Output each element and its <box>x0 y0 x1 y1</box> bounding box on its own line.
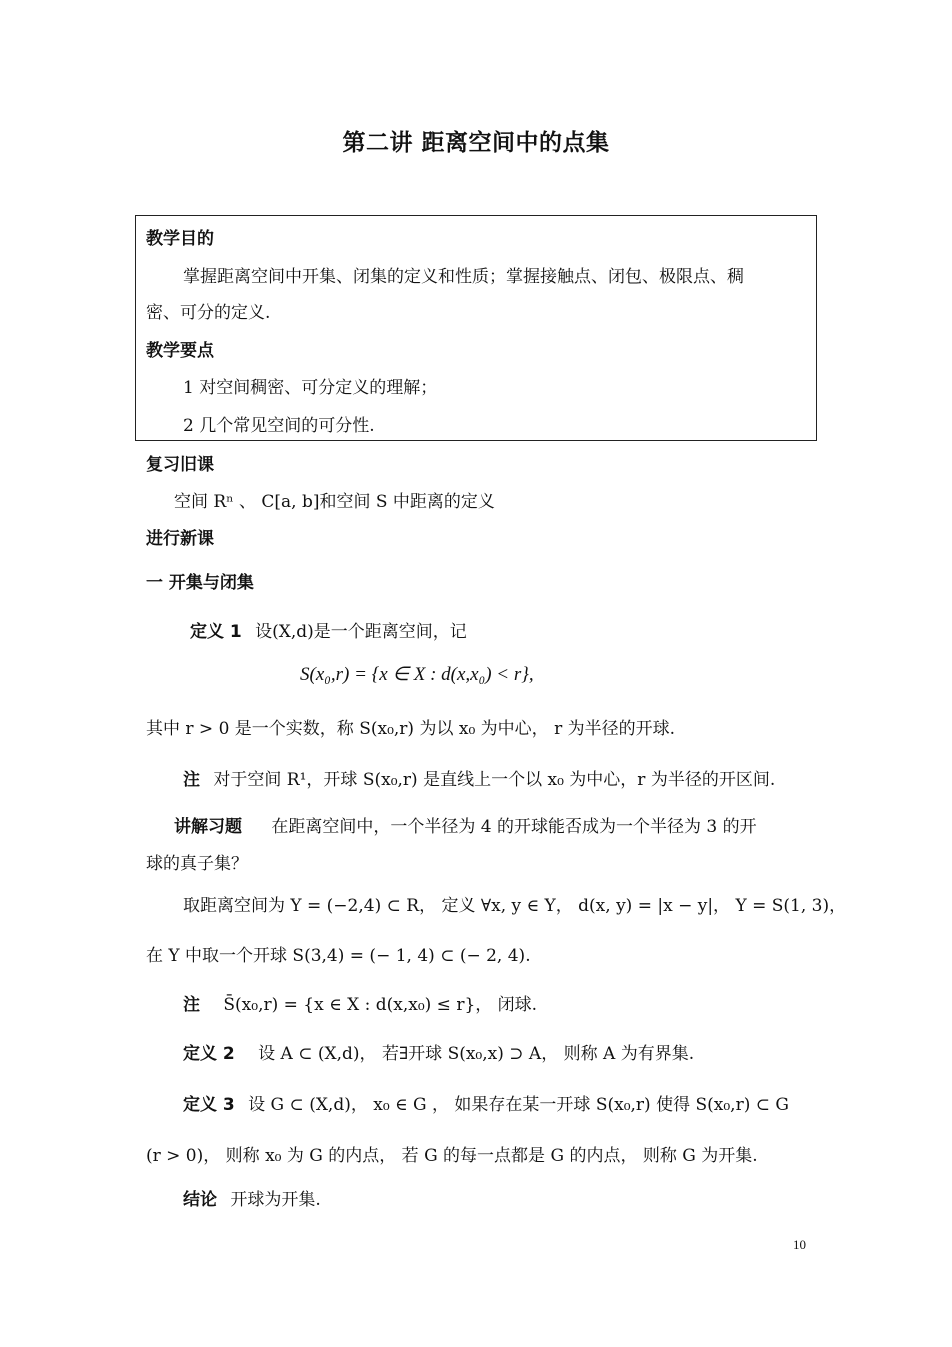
review-text: 空间 Rⁿ 、 C[a, b]和空间 S 中距离的定义 <box>174 492 495 512</box>
definition-2-text: 设 A ⊂ (X,d)， 若∃开球 S(x₀,x) ⊃ A， 则称 A 为有界集. <box>258 1044 695 1064</box>
note-1-text: 对于空间 R¹，开球 S(x₀,r) 是直线上一个以 x₀ 为中心，r 为半径的开区间. <box>213 770 776 790</box>
objectives-heading: 教学目的 <box>146 229 214 249</box>
exercise-line1-text: 在距离空间中，一个半径为 4 的开球能否成为一个半径为 3 的开 <box>271 817 757 837</box>
definition-1-label: 定义 1 <box>190 622 242 642</box>
section1-heading: 一 开集与闭集 <box>146 573 254 593</box>
note-1 <box>183 765 775 790</box>
exercise-line1 <box>174 812 757 837</box>
note-2 <box>183 990 537 1015</box>
definition-1 <box>190 617 467 642</box>
definition-3-line2: (r > 0)， 则称 x₀ 为 G 的内点， 若 G 的每一点都是 G 的内点， 则称 G 为开集. <box>146 1146 758 1166</box>
definition-1-after: 其中 r > 0 是一个实数，称 S(x₀,r) 为以 x₀ 为中心， r 为半径的开球. <box>146 719 675 739</box>
review-heading: 复习旧课 <box>146 455 214 475</box>
exercise-line2: 球的真子集？ <box>146 854 248 874</box>
page-title: 第二讲 距离空间中的点集 <box>342 130 610 156</box>
definition-3-text: 设 G ⊂ (X,d)， x₀ ∈ G ， 如果存在某一开球 S(x₀,r) 使得 S(x₀,r) ⊂ G <box>248 1095 789 1115</box>
definition-2 <box>183 1039 694 1064</box>
exercise-line3: 取距离空间为 Y = (−2,4) ⊂ R， 定义 ∀x, y ∈ Y， d(x, y) = |x − y|， Y = S(1, 3)， <box>183 896 847 916</box>
note-2-text: S̄(x₀,r) = {x ∈ X : d(x,x₀) ≤ r}， 闭球. <box>223 995 538 1015</box>
definition-1-text: 设(X,d)是一个距离空间，记 <box>255 622 467 642</box>
conclusion-text: 开球为开集. <box>230 1190 321 1210</box>
note-1-label: 注 <box>183 770 200 790</box>
note-2-label: 注 <box>183 995 200 1015</box>
definition-2-label: 定义 2 <box>183 1044 235 1064</box>
new-lesson-heading: 进行新课 <box>146 529 214 549</box>
objectives-text-line2: 密、可分的定义. <box>146 303 271 323</box>
exercise-label: 讲解习题 <box>174 817 242 837</box>
key-point-item-2: 2 几个常见空间的可分性. <box>183 416 375 436</box>
exercise-line4: 在 Y 中取一个开球 S(3,4) = (− 1, 4) ⊂ (− 2, 4). <box>146 946 531 966</box>
objectives-box <box>135 215 817 441</box>
page-number: 10 <box>793 1237 806 1252</box>
conclusion-label: 结论 <box>183 1190 217 1210</box>
definition-1-formula: S(x₀,r) = {x ∈ X : d(x,x₀) < r}, <box>300 664 534 685</box>
key-point-item-1: 1 对空间稠密、可分定义的理解； <box>183 378 438 398</box>
definition-3-label: 定义 3 <box>183 1095 235 1115</box>
objectives-text-line1: 掌握距离空间中开集、闭集的定义和性质；掌握接触点、闭包、极限点、稠 <box>183 267 744 287</box>
definition-3-line1 <box>183 1090 789 1115</box>
key-points-heading: 教学要点 <box>146 341 214 361</box>
conclusion <box>183 1185 321 1210</box>
